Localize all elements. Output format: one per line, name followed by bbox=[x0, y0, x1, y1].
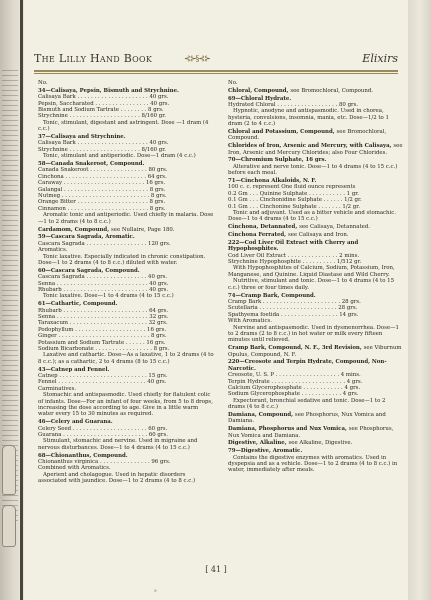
entry bbox=[38, 419, 214, 451]
cross-reference-title: Cardamom, Compound, bbox=[38, 226, 110, 233]
header-ornament: ⊰⊱§⊰⊱ bbox=[184, 54, 210, 63]
entry bbox=[228, 345, 404, 358]
header-rule bbox=[34, 70, 398, 72]
ingredient-line: Canada Snakeroot . . . . . . . . . . . . . . . . . 80 grs. bbox=[38, 167, 168, 174]
ingredient-line: Nutmeg . . . . . . . . . . . . . . . . . . . . . . . . . . 8 grs. bbox=[38, 193, 167, 200]
page-number: [ 41 ] bbox=[205, 565, 227, 574]
cross-reference-title: Damiana, Phosphorus and Nux Vomica, bbox=[228, 426, 347, 433]
ingredient-line: Cascara Sagrada . . . . . . . . . . . . . . . . . . 120 grs. bbox=[38, 240, 171, 247]
entry bbox=[228, 96, 404, 128]
entry-title: 71—Cinchona Alkaloids, N. F. bbox=[228, 178, 317, 185]
bottle-illustration bbox=[2, 445, 16, 495]
ingredient-line: Terpin Hydrate . . . . . . . . . . . . . . . . . . . . . . 4 grs. bbox=[228, 378, 363, 385]
ingredient-line: Strychnine . . . . . . . . . . . . . . . . . . . . . 8/160 gr. bbox=[38, 146, 166, 153]
cross-reference-title: Damiana, Compound, bbox=[228, 411, 294, 418]
ingredient-line: Senna . . . . . . . . . . . . . . . . . . . . . . . . . . . 32 grs. bbox=[38, 313, 169, 320]
entry-title: 46—Celery and Guarana. bbox=[38, 419, 113, 426]
usage-note: Expectorant, bronchial sedative and tonic. Dose—1 to 2 drams (4 to 8 c.c.) bbox=[228, 397, 386, 411]
cross-reference-target: see Bromochloral, Compound. bbox=[228, 129, 387, 142]
usage-note: Contains the digestive enzymes with aromatics. Used in dyspepsia and as a vehicle. Dose—1 to 2 drams (4 to 8 c.c.) in water, immediately after meals. bbox=[228, 454, 398, 474]
entry-title: 79—Digestive, Aromatic. bbox=[228, 448, 303, 455]
ingredient-line: Guarana . . . . . . . . . . . . . . . . . . . . . . . . . 60 grs. bbox=[38, 432, 168, 439]
cross-reference-target: see Phosphorus, Nux Vomica and Damiana. bbox=[228, 426, 394, 439]
cross-reference-target: see Viburnum Opulus, Compound, N. F. bbox=[228, 345, 402, 358]
entry bbox=[228, 412, 404, 425]
ingredient-line: Cramp Bark . . . . . . . . . . . . . . . . . . . . . . . 28 grs. bbox=[228, 298, 361, 305]
ingredient-line: Cascara Sagrada . . . . . . . . . . . . . . . . . . 40 grs. bbox=[38, 274, 168, 281]
cross-reference-target: see Bromochloral, Compound. bbox=[290, 87, 374, 94]
ingredient-line: With Aromatics. bbox=[228, 318, 272, 325]
usage-note: Tonic, stimulant, digestant and astringent. Dose —1 dram (4 c.c.) bbox=[38, 119, 209, 133]
entry bbox=[38, 268, 214, 300]
book-spine bbox=[20, 0, 23, 600]
entry bbox=[228, 157, 404, 176]
usage-note: Hypnotic, anodyne and antispasmodic. Used in chorea, hysteria, convulsions, insomnia, mania, etc. Dose—1/2 to 1 dram (2 to 4 c.c.) bbox=[228, 108, 389, 128]
cross-reference-title: Cramp Bark, Compound, N. F., 3rd Revision, bbox=[228, 345, 362, 352]
cross-reference-target: see Nullaire, Page 180. bbox=[110, 226, 175, 233]
entry bbox=[38, 367, 214, 418]
ingredient-line: Carminatives. bbox=[38, 385, 77, 392]
book-title: The Lilly Hand Book bbox=[34, 52, 153, 65]
ingredient-line: Ginger . . . . . . . . . . . . . . . . . . . . . . . . . . . 8 grs. bbox=[38, 333, 167, 340]
ingredient-line: Taraxacum . . . . . . . . . . . . . . . . . . . . . . . 32 grs. bbox=[38, 320, 168, 327]
ingredient-line: Creosote, U. S. P . . . . . . . . . . . . . . . . . . . 4 mins. bbox=[228, 372, 361, 379]
usage-note: With Hypophosphites of Calcium, Sodium, Potassium, Iron, Manganese, and Quinine. Liquid Diastase and Wild Cherry. bbox=[228, 265, 395, 278]
ingredient-line: Strychnine Hypophosphite . . . . . . . . . . 1/512 gr. bbox=[228, 259, 362, 266]
entry bbox=[228, 448, 404, 474]
cross-reference-title: Digestive, Alkaline, bbox=[228, 440, 287, 447]
usage-note: Tonic laxative. Especially indicated in chronic constipation. Dose—1 to 2 drams (4 to 8 c.c.) diluted with water. bbox=[38, 253, 206, 266]
entry bbox=[228, 178, 404, 223]
facing-page-edge bbox=[0, 0, 22, 600]
usage-note: Stomachic and antispasmodic. Used chiefly for flatulent colic of infants. Dose—For an infant of four weeks, from 5 to 8 drops, increasing the dose according to age. Give in a little warm water every 15 to 30 minutes as required. bbox=[38, 392, 213, 418]
ingredient-line: Podophyllum . . . . . . . . . . . . . . . . . . . . . 16 grs. bbox=[38, 326, 167, 333]
usage-note: Nutritive, stimulant and tonic. Dose—1 to 4 drams (4 to 15 c.c.) three or four times daily. bbox=[228, 278, 395, 291]
cross-reference bbox=[228, 143, 404, 156]
entry bbox=[38, 88, 214, 133]
entry-title: 60—Cascara Sagrada, Compound. bbox=[38, 267, 140, 274]
header-rule bbox=[34, 73, 398, 74]
cross-reference-title: Chloral, Compound, bbox=[228, 87, 289, 94]
cross-reference-title: Chloral and Potassium, Compound, bbox=[228, 129, 335, 136]
usage-note: Aperient and cholagogue. Used in hepatic disorders associated with jaundice. Dose—1 to 2 drams (4 to 8 c.c.) bbox=[38, 471, 196, 485]
ingredient-line: Catnep . . . . . . . . . . . . . . . . . . . . . . . . . . 15 grs. bbox=[38, 373, 168, 379]
ingredient-line: Galangal . . . . . . . . . . . . . . . . . . . . . . . . . 8 grs. bbox=[38, 186, 166, 193]
column-label: No. bbox=[38, 80, 48, 86]
entry bbox=[228, 224, 404, 230]
usage-note: Tonic, stimulant and antiperiodic. Dose—1 dram (4 c.c.) bbox=[43, 153, 196, 160]
cross-reference bbox=[228, 224, 404, 230]
ingredient-line: 0.1 Gm . . . Cinchonine Sulphate . . . . . . . 1/2 gr. bbox=[228, 203, 360, 210]
right-column bbox=[228, 80, 404, 474]
cross-reference bbox=[228, 412, 404, 425]
entry bbox=[228, 426, 404, 439]
usage-note: Nervine and antispasmodic. Used in dysmenorrhea. Dose—1 to 2 drams (2 to 8 c.c.) in hot water or milk every fifteen minutes until relieved. bbox=[228, 324, 399, 344]
cross-reference-title: Chlorides of Iron, Arsenic and Mercury, with Calisaya, bbox=[228, 143, 392, 150]
usage-note: Tonic and adjuvant. Used as a bitter vehicle and stomachic. Dose—1 to 4 drams (4 to 15 c.c.) bbox=[228, 210, 396, 223]
ingredient-line: Fennel . . . . . . . . . . . . . . . . . . . . . . . . . . 40 grs. bbox=[38, 379, 167, 386]
entry-title: 61—Cathartic, Compound. bbox=[38, 301, 118, 308]
usage-note: Aromatic tonic and antiperiodic. Used chiefly in malaria. Dose—1 to 2 drams (4 to 8 c.c.) bbox=[38, 212, 214, 225]
cross-reference bbox=[228, 345, 404, 358]
ingredient-line: 0.2 Gm . . . Quinine Sulphate . . . . . . . . . . . 1 gr. bbox=[228, 190, 359, 197]
ingredient-line: Sodium Glycerophosphate . . . . . . . . . . . . 4 grs. bbox=[228, 391, 359, 398]
entry bbox=[228, 240, 404, 291]
ingredient-line: Combined with Aromatics. bbox=[38, 465, 111, 472]
bottle-illustration bbox=[2, 505, 16, 547]
ingredient-line: Cinchona . . . . . . . . . . . . . . . . . . . . . . . . 64 grs. bbox=[38, 173, 167, 180]
cross-reference bbox=[228, 440, 404, 446]
ingredient-line: Orange Bitter . . . . . . . . . . . . . . . . . . . . . 8 grs. bbox=[38, 199, 166, 206]
entry-title: 74—Cramp Bark, Compound. bbox=[228, 292, 316, 299]
ingredient-line: Strychnine . . . . . . . . . . . . . . . . . . . . . 8/160 gr. bbox=[38, 113, 166, 120]
ingredient-line: Cinnamon . . . . . . . . . . . . . . . . . . . . . . . . 8 grs. bbox=[38, 205, 166, 212]
entry bbox=[38, 301, 214, 365]
ingredient-line: Pepsin, Saccharated . . . . . . . . . . . . . . . . 40 grs. bbox=[38, 100, 170, 107]
ingredient-line: Senna . . . . . . . . . . . . . . . . . . . . . . . . . . . 40 grs. bbox=[38, 280, 169, 287]
column-label: No. bbox=[228, 80, 238, 86]
ingredient-line: Potassium and Sodium Tartrate . . . . . . 16 grs. bbox=[38, 339, 166, 346]
ingredient-line: 0.1 Gm . . . Cinchonidine Sulphate . . . . . . 1/2 gr. bbox=[228, 197, 362, 204]
ingredient-line: Sodium Bicarbonate . . . . . . . . . . . . . . . . . 8 grs. bbox=[38, 345, 170, 352]
cross-reference-title: Cinchona Ferrated, bbox=[228, 232, 287, 239]
entry bbox=[38, 227, 214, 233]
usage-note: Alterative and nerve tonic. Dose—1 to 4 drams (4 to 15 c.c.) before each meal. bbox=[228, 163, 398, 177]
page-stack-edge bbox=[408, 0, 431, 600]
entry bbox=[228, 88, 404, 94]
entry-title: 37—Calisaya and Strychnine. bbox=[38, 134, 126, 141]
ingredient-line: Calisaya Bark . . . . . . . . . . . . . . . . . . . . . 40 grs. bbox=[38, 94, 169, 101]
entry bbox=[38, 234, 214, 266]
usage-note: Tonic laxative. Dose—1 to 4 drams (4 to 15 c.c.) bbox=[43, 293, 174, 300]
ingredient-line: Cod Liver Oil Extract . . . . . . . . . . . . . . . 2 mins. bbox=[228, 252, 360, 259]
ingredient-line: 100 c. c. represent One fluid ounce represents bbox=[228, 184, 356, 191]
ingredient-line: Chionanthus virginica . . . . . . . . . . . . . . . 96 grs. bbox=[38, 459, 171, 466]
ingredient-line: Celery Seed . . . . . . . . . . . . . . . . . . . . . . 60 grs. bbox=[38, 425, 168, 432]
entry-title: 69—Chloral Hydrate. bbox=[228, 95, 292, 102]
entry-title: 58—Canada Snakeroot, Compound. bbox=[38, 161, 145, 168]
ingredient-line: Rhubarb . . . . . . . . . . . . . . . . . . . . . . . . . 64 grs. bbox=[38, 307, 169, 314]
cross-reference bbox=[228, 129, 404, 142]
left-column bbox=[38, 80, 214, 485]
cross-reference bbox=[38, 227, 214, 233]
entry-title: 34—Calisaya, Pepsin, Bismuth and Strychnine. bbox=[38, 87, 179, 94]
entry-title: 68—Chionanthus, Compound. bbox=[38, 452, 128, 459]
entry-title: 220—Creosote and Terpin Hydrate, Compound, Non-Narcotic. bbox=[228, 359, 387, 372]
ingredient-line: Scutellaria . . . . . . . . . . . . . . . . . . . . . . . 28 grs. bbox=[228, 305, 358, 312]
entry bbox=[228, 129, 404, 142]
usage-note: Stimulant, stomachic and nervine. Used in migraine and nervous disturbances. Dose—1 to 4 drams (4 to 15 c.c.) bbox=[38, 438, 198, 451]
cross-reference-target: see Calisaya, Detannated. bbox=[299, 224, 370, 231]
entry bbox=[228, 293, 404, 344]
ingredient-line: Aromatics. bbox=[38, 247, 68, 254]
cross-reference bbox=[228, 426, 404, 439]
ingredient-line: Caraway . . . . . . . . . . . . . . . . . . . . . . . . 16 grs. bbox=[38, 180, 166, 187]
ingredient-line: Calisaya Bark . . . . . . . . . . . . . . . . . . . . . 40 grs. bbox=[38, 140, 169, 147]
ingredient-line: Rhubarb . . . . . . . . . . . . . . . . . . . . . . . . . 40 grs. bbox=[38, 286, 169, 293]
cross-reference-target: see Alkaline, Digestive. bbox=[288, 440, 353, 447]
ingredient-line: Hydrated Chloral . . . . . . . . . . . . . . . . . . 80 grs. bbox=[228, 102, 359, 108]
entry-title: 222—Cod Liver Oil Extract with Cherry and Hypophosphites. bbox=[228, 239, 359, 253]
entry bbox=[38, 453, 214, 485]
entry bbox=[228, 440, 404, 446]
section-title: Elixirs bbox=[362, 52, 398, 65]
entry bbox=[228, 359, 404, 410]
cross-reference-target: see Iron, Arsenic and Mercury Chlorides; also Four Chlorides. bbox=[228, 143, 403, 156]
ingredient-line: Spathyema foetida . . . . . . . . . . . . . . . . . 14 grs. bbox=[228, 311, 359, 318]
cross-reference bbox=[228, 88, 404, 94]
entry-title: 70—Chromium Sulphate, 16 grs. bbox=[228, 157, 327, 164]
usage-note: Laxative and cathartic. Dose—As a laxative, 1 to 2 drams (4 to 8 c.c.); as a cathartic, 2 to 4 drams (8 to 15 c.c.) bbox=[38, 352, 214, 365]
entry bbox=[228, 143, 404, 156]
cross-reference-title: Cinchona, Detannated, bbox=[228, 224, 298, 231]
cross-reference bbox=[228, 232, 404, 238]
cross-reference-target: see Phosphorus, Nux Vomica and Damiana. bbox=[228, 411, 386, 425]
entry-title: 43—Catnep and Fennel. bbox=[38, 366, 110, 373]
entry bbox=[38, 134, 214, 160]
running-header bbox=[34, 52, 398, 68]
entry bbox=[228, 232, 404, 238]
ingredient-line: Calcium Glycerophosphate . . . . . . . . . . . . 4 grs. bbox=[228, 384, 361, 391]
book-page bbox=[24, 0, 408, 600]
small-mark: 9 bbox=[154, 588, 157, 593]
entry-title: 59—Cascara Sagrada, Aromatic. bbox=[38, 234, 135, 241]
entry bbox=[38, 161, 214, 225]
cross-reference-target: see Calisaya and Iron. bbox=[287, 232, 349, 239]
ingredient-line: Bismuth and Sodium Tartrate . . . . . . . . 8 grs. bbox=[38, 107, 164, 114]
